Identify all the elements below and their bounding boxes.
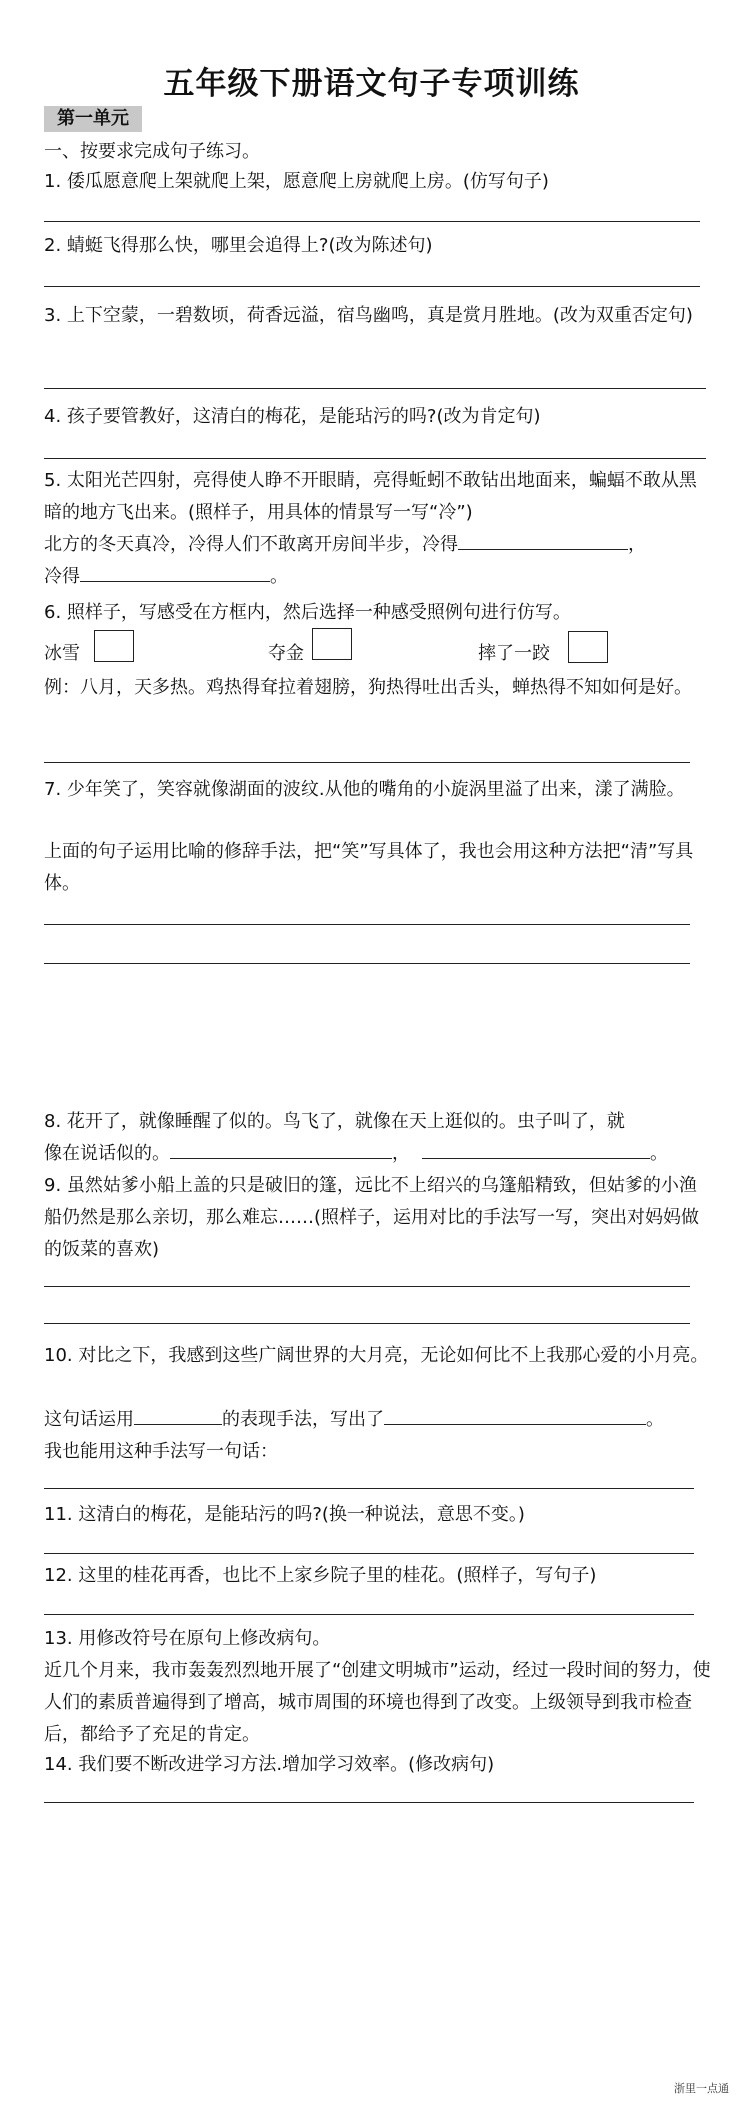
q6-box-gold[interactable]: [312, 628, 352, 660]
q10-prompt: 我也能用这种手法写一句话：: [44, 1441, 278, 1462]
q1-text: 1. 倭瓜愿意爬上架就爬上架，愿意爬上房就爬上房。(仿写句子): [44, 171, 549, 192]
q9-answer-line-2[interactable]: [44, 1323, 690, 1324]
q8-line1: 8. 花开了，就像睡醒了似的。鸟飞了，就像在天上逛似的。虫子叫了，就: [44, 1111, 625, 1132]
q13-sentence[interactable]: 近几个月来，我市轰轰烈烈地开展了“创建文明城市”运动，经过一段时间的努力，使人们的素质普遍得到了增高，城市周围的环境也得到了改变。上级领导到我市检查后，都给予了充足的肯定。: [44, 1660, 711, 1745]
q9-answer-line-1[interactable]: [44, 1286, 690, 1287]
q5-fill-line1: [44, 529, 646, 561]
q9-text: 9. 虽然姑爹小船上盖的只是破旧的篷，远比不上绍兴的乌篷船精致，但姑爹的小渔船仍然是那么亲切，那么难忘……(照样子，运用对比的手法写一写，突出对妈妈做的饭菜的喜欢): [44, 1175, 700, 1260]
q7-answer-line-1[interactable]: [44, 924, 690, 925]
q5-line1-text: 北方的冬天真冷，冷得人们不敢离开房间半步，冷得: [44, 534, 458, 555]
q6-box-fall[interactable]: [568, 631, 608, 663]
q4-answer-line[interactable]: [44, 458, 706, 459]
q5-text: 5. 太阳光芒四射，亮得使人睁不开眼睛，亮得蚯蚓不敢钻出地面来，蝙蝠不敢从黑暗的地方飞出来。(照样子，用具体的情景写一写“冷”): [44, 470, 697, 523]
q7-instruction: 上面的句子运用比喻的修辞手法，把“笑”写具体了，我也会用这种方法把“清”写具体。: [44, 841, 694, 894]
q10-blank-1[interactable]: [134, 1404, 222, 1425]
footer-watermark: 浙里一点通: [674, 2082, 729, 2095]
q10-part-c: 。: [646, 1409, 664, 1430]
q13-text: 13. 用修改符号在原句上修改病句。: [44, 1628, 331, 1649]
q8-blank-1[interactable]: [170, 1138, 392, 1159]
q3-text: 3. 上下空蒙，一碧数顷，荷香远溢，宿鸟幽鸣，真是赏月胜地。(改为双重否定句): [44, 305, 693, 326]
section-heading: 一、按要求完成句子练习。: [44, 141, 260, 162]
q12-text: 12. 这里的桂花再香，也比不上家乡院子里的桂花。(照样子，写句子): [44, 1565, 597, 1586]
q2-text: 2. 蜻蜓飞得那么快，哪里会追得上?(改为陈述句): [44, 235, 433, 256]
q14-text: 14. 我们要不断改进学习方法.增加学习效率。(修改病句): [44, 1754, 495, 1775]
q5-blank-2[interactable]: [80, 561, 270, 582]
q5-line2-text: 冷得: [44, 566, 80, 587]
q12-answer-line[interactable]: [44, 1614, 694, 1615]
q10-part-b: 的表现手法，写出了: [222, 1409, 384, 1430]
q6-item-ice: 冰雪: [44, 643, 80, 664]
q11-text: 11. 这清白的梅花，是能玷污的吗?(换一种说法，意思不变。): [44, 1504, 525, 1525]
q7-answer-line-2[interactable]: [44, 963, 690, 964]
q6-answer-line[interactable]: [44, 762, 690, 763]
q14-answer-line[interactable]: [44, 1802, 694, 1803]
q8-comma: ，: [392, 1143, 410, 1164]
q8-line2: [44, 1138, 668, 1170]
q3-answer-line[interactable]: [44, 388, 706, 389]
q5-fill-line2: [44, 561, 288, 593]
q4-text: 4. 孩子要管教好，这清白的梅花，是能玷污的吗?(改为肯定句): [44, 406, 541, 427]
q6-text: 6. 照样子，写感受在方框内，然后选择一种感受照例句进行仿写。: [44, 602, 571, 623]
q5-line2-end: 。: [270, 566, 288, 587]
q8-blank-2[interactable]: [422, 1138, 650, 1159]
q5-line1-end: ，: [628, 534, 646, 555]
q10-fill-line: [44, 1404, 664, 1436]
q5-blank-1[interactable]: [458, 529, 628, 550]
q10-part-a: 这句话运用: [44, 1409, 134, 1430]
q6-example: 例：八月，天多热。鸡热得耷拉着翅膀，狗热得吐出舌头，蝉热得不知如何是好。: [44, 677, 692, 698]
q8-end: 。: [650, 1143, 668, 1164]
q6-box-ice[interactable]: [94, 630, 134, 662]
q10-blank-2[interactable]: [384, 1404, 646, 1425]
q2-answer-line[interactable]: [44, 286, 700, 287]
q8-line2-text: 像在说话似的。: [44, 1143, 170, 1164]
q10-text: 10. 对比之下，我感到这些广阔世界的大月亮，无论如何比不上我那心爱的小月亮。: [44, 1345, 709, 1366]
q6-item-gold: 夺金: [268, 643, 304, 664]
q6-item-fall: 摔了一跤: [478, 643, 550, 664]
page-title: 五年级下册语文句子专项训练: [163, 66, 580, 102]
unit-tag: 第一单元: [44, 106, 142, 132]
q1-answer-line[interactable]: [44, 221, 700, 222]
q11-answer-line[interactable]: [44, 1553, 694, 1554]
q7-text: 7. 少年笑了，笑容就像湖面的波纹.从他的嘴角的小旋涡里溢了出来，漾了满脸。: [44, 779, 685, 800]
q10-answer-line[interactable]: [44, 1488, 694, 1489]
